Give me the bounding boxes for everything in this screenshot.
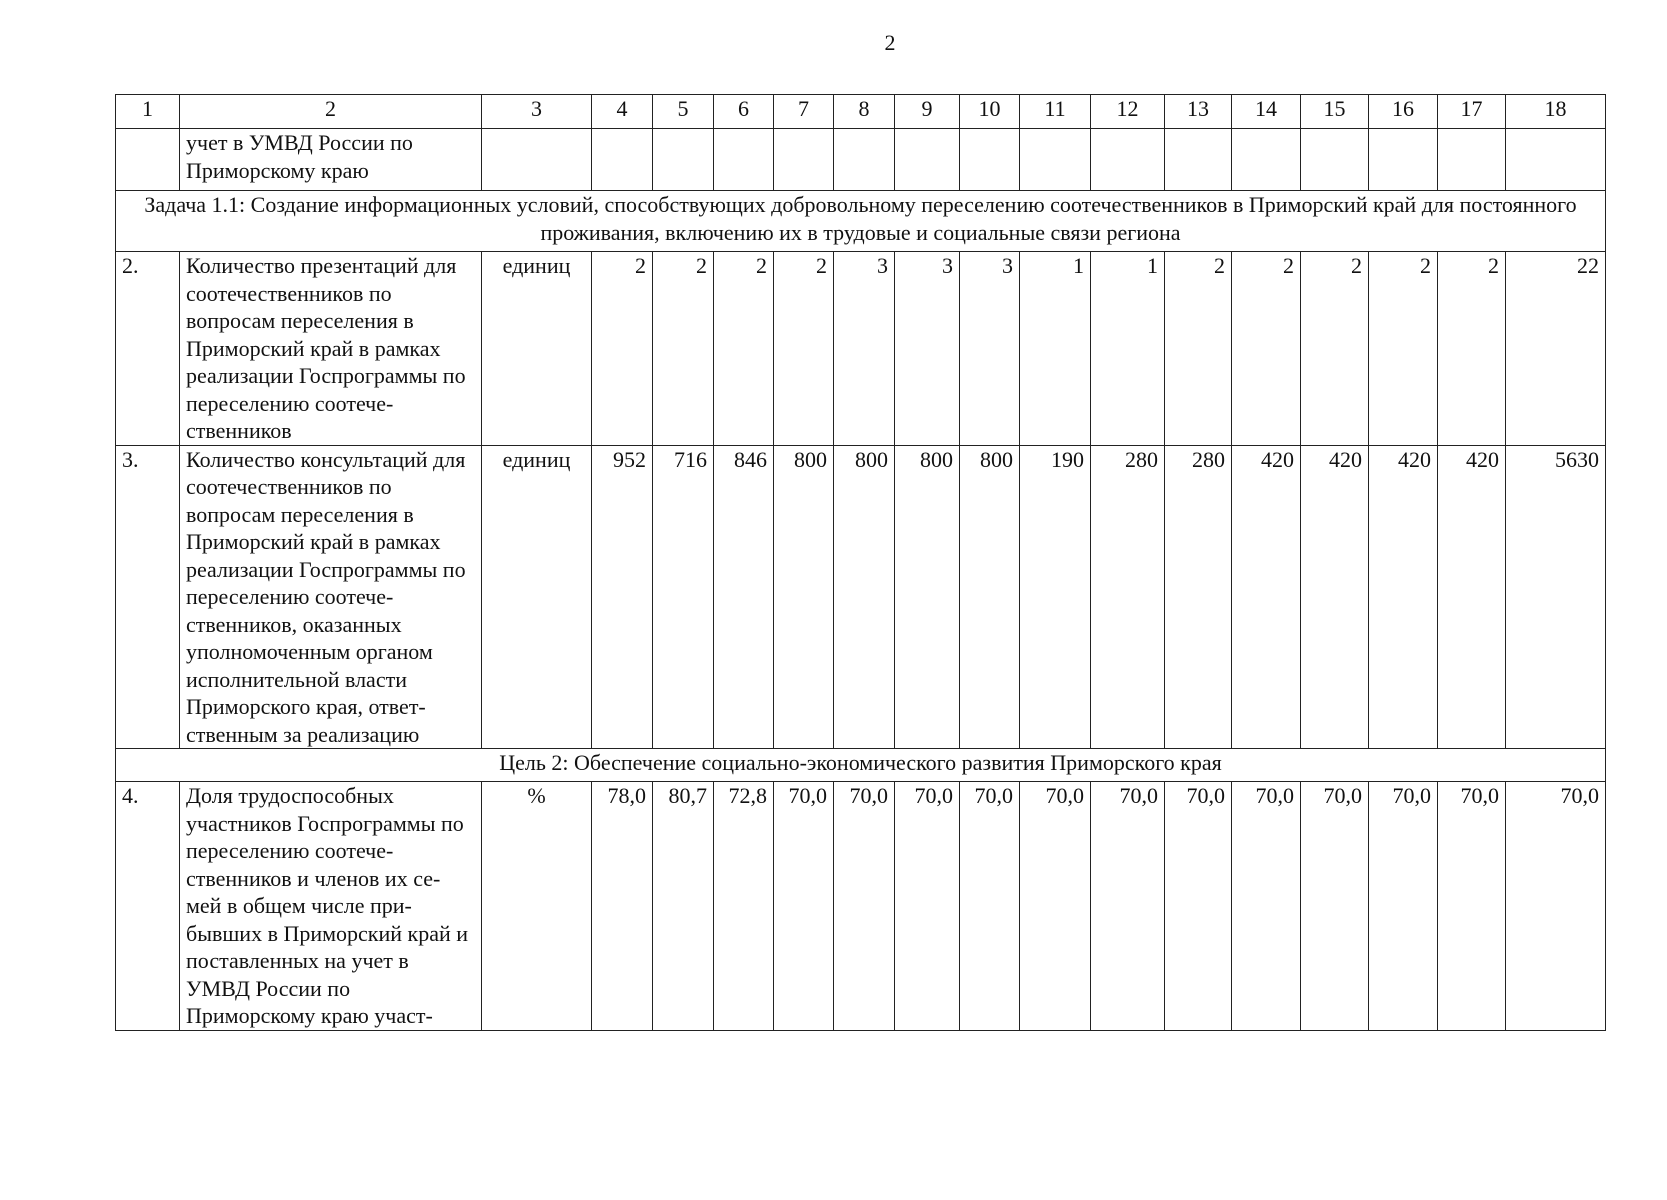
value-cell: 70,0 [895,782,960,1031]
value-cell [1091,129,1165,191]
value-cell: 1 [1091,252,1165,446]
value-cell [653,129,714,191]
value-cell: 846 [714,445,774,749]
table-row-continued [116,129,1606,191]
value-cell [1506,129,1606,191]
value-cell: 3 [895,252,960,446]
column-header: 17 [1438,95,1506,129]
column-header: 4 [592,95,653,129]
value-cell: 78,0 [592,782,653,1031]
row-index-cell: 4. [116,782,180,1031]
column-header: 5 [653,95,714,129]
value-cell [960,129,1020,191]
value-cell [1165,129,1232,191]
column-header: 2 [180,95,482,129]
value-cell: 70,0 [1232,782,1301,1031]
column-number-row [116,95,1606,129]
row-index-cell: 3. [116,445,180,749]
value-cell: 70,0 [1506,782,1606,1031]
section-heading: Цель 2: Обеспечение социально-экономического развития Приморского края [116,749,1606,782]
value-cell [1301,129,1369,191]
value-cell: 190 [1020,445,1091,749]
column-header: 8 [834,95,895,129]
column-header: 16 [1369,95,1438,129]
value-cell: 420 [1438,445,1506,749]
column-header: 18 [1506,95,1606,129]
section-row-task-1-1 [116,191,1606,252]
table-row-4 [116,782,1606,1031]
unit-cell: % [482,782,592,1031]
value-cell: 70,0 [1369,782,1438,1031]
value-cell: 80,7 [653,782,714,1031]
value-cell: 2 [1438,252,1506,446]
value-cell: 280 [1091,445,1165,749]
value-cell: 800 [960,445,1020,749]
value-cell: 72,8 [714,782,774,1031]
column-header: 15 [1301,95,1369,129]
value-cell: 2 [1369,252,1438,446]
section-heading: Задача 1.1: Создание информационных условий, способствующих добровольному переселению соотечественников в Приморский край для постоянного проживания, включению их в трудовые и социальные связи региона [116,191,1606,252]
value-cell: 2 [1301,252,1369,446]
value-cell: 420 [1369,445,1438,749]
section-row-goal-2 [116,749,1606,782]
value-cell: 70,0 [1301,782,1369,1031]
value-cell: 70,0 [1091,782,1165,1031]
value-cell [774,129,834,191]
unit-cell: единиц [482,445,592,749]
value-cell: 2 [774,252,834,446]
value-cell: 3 [834,252,895,446]
value-cell: 2 [714,252,774,446]
column-header: 9 [895,95,960,129]
value-cell: 1 [1020,252,1091,446]
value-cell [1020,129,1091,191]
value-cell [895,129,960,191]
value-cell: 800 [895,445,960,749]
value-cell: 800 [834,445,895,749]
table-row-2 [116,252,1606,446]
value-cell: 70,0 [960,782,1020,1031]
column-header: 6 [714,95,774,129]
column-header: 1 [116,95,180,129]
value-cell: 716 [653,445,714,749]
value-cell: 420 [1301,445,1369,749]
value-cell [714,129,774,191]
column-header: 12 [1091,95,1165,129]
row-index-cell [116,129,180,191]
value-cell [834,129,895,191]
value-cell: 70,0 [1438,782,1506,1031]
column-header: 11 [1020,95,1091,129]
column-header: 14 [1232,95,1301,129]
indicator-name-cell: Количество консультаций для соотечественников по вопросам переселения в Приморский край в рамках реализации Госпрограммы по переселению соотече-ственников, оказанных уполномоченным органом исполнительной власти Приморского края, ответ-ственным за реализацию [180,445,482,749]
value-cell [1232,129,1301,191]
table-row-3 [116,445,1606,749]
value-cell: 5630 [1506,445,1606,749]
value-cell: 2 [1232,252,1301,446]
value-cell [1369,129,1438,191]
value-cell: 22 [1506,252,1606,446]
value-cell: 2 [592,252,653,446]
value-cell: 70,0 [834,782,895,1031]
value-cell: 2 [1165,252,1232,446]
value-cell [592,129,653,191]
unit-cell: единиц [482,252,592,446]
column-header: 7 [774,95,834,129]
column-header: 13 [1165,95,1232,129]
value-cell: 70,0 [1020,782,1091,1031]
indicators-table [115,94,1606,1031]
value-cell: 280 [1165,445,1232,749]
value-cell: 2 [653,252,714,446]
column-header: 3 [482,95,592,129]
value-cell: 800 [774,445,834,749]
value-cell: 70,0 [1165,782,1232,1031]
value-cell: 3 [960,252,1020,446]
row-index-cell: 2. [116,252,180,446]
page-number: 2 [884,30,896,55]
value-cell: 420 [1232,445,1301,749]
indicator-name-cell: учет в УМВД России по Приморскому краю [180,129,482,191]
value-cell [1438,129,1506,191]
indicator-name-cell: Количество презентаций для соотечественников по вопросам переселения в Приморский край в рамках реализации Госпрограммы по переселению соотече-ственников [180,252,482,446]
indicator-name-cell: Доля трудоспособных участников Госпрограммы по переселению соотече-ственников и членов их се-мей в общем числе при-бывших в Приморский край и поставленных на учет в УМВД России по Приморскому краю участ- [180,782,482,1031]
value-cell: 952 [592,445,653,749]
value-cell: 70,0 [774,782,834,1031]
column-header: 10 [960,95,1020,129]
unit-cell [482,129,592,191]
